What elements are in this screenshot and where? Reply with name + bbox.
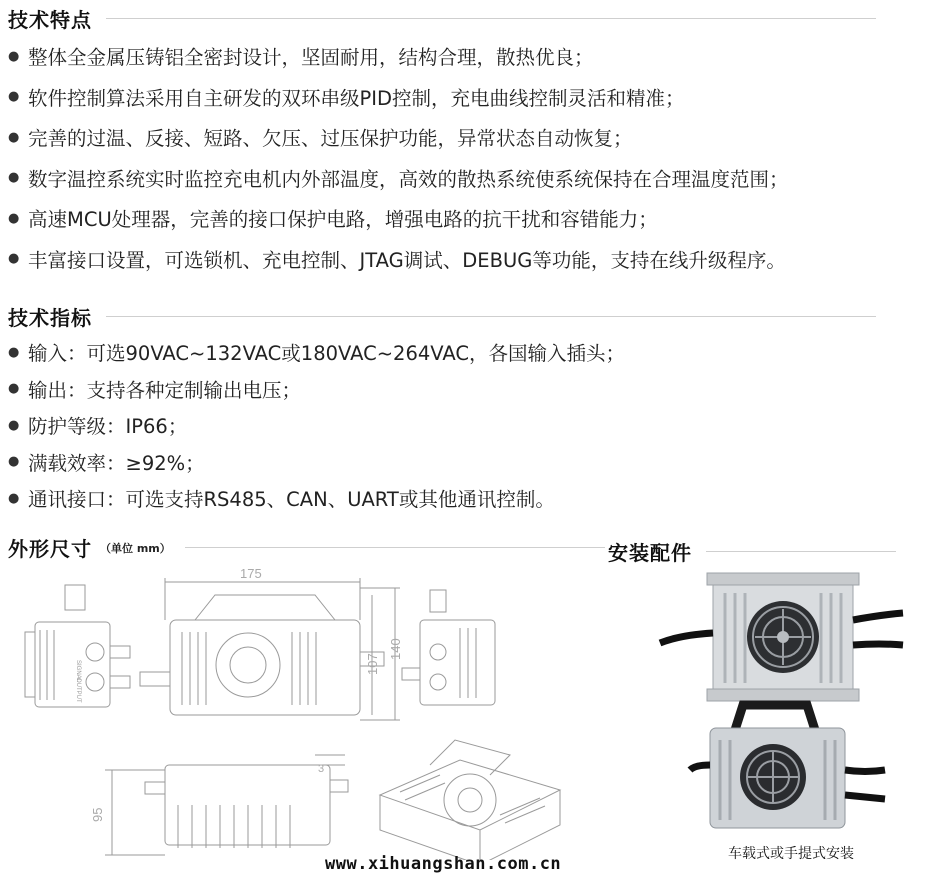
list-item (8, 480, 625, 517)
technical-drawings (0, 560, 600, 860)
list-item-text: 高速MCU处理器，完善的接口保护电路，增强电路的抗干扰和容错能力； (28, 208, 658, 232)
bullet-icon: ● (8, 210, 20, 226)
list-item (8, 334, 625, 371)
list-item-text: 完善的过温、反接、短路、欠压、过压保护功能，异常状态自动恢复； (28, 127, 633, 151)
features-title: 技术特点 (8, 8, 92, 32)
bullet-icon: ● (8, 129, 20, 145)
bullet-icon: ● (8, 48, 20, 64)
list-item-text: 通讯接口：可选支持RS485、CAN、UART或其他通讯控制。 (28, 488, 555, 512)
list-item (8, 36, 789, 77)
isometric-view (380, 740, 560, 860)
divider (185, 547, 605, 548)
dimensions-unit: （单位 mm） (100, 541, 171, 555)
dimension-depth-label: 95 (90, 807, 105, 822)
bullet-icon: ● (8, 251, 20, 267)
bullet-icon: ● (8, 381, 20, 397)
signal-label: SIGNAL (75, 660, 81, 683)
dimension-height-outer-label: 140 (388, 638, 403, 660)
side-view-left (25, 585, 130, 707)
top-view (140, 566, 403, 720)
dimension-small-label: 3 (318, 763, 325, 775)
list-item-text: 整体全金属压铸铝全密封设计，坚固耐用，结构合理，散热优良； (28, 46, 594, 70)
accessories-header (608, 537, 896, 566)
output-label: OUTPUT (75, 678, 81, 703)
watermark: www.xihuangshan.com.cn (325, 854, 562, 874)
list-item-text: 丰富接口设置，可选锁机、充电控制、JTAG调试、DEBUG等功能，支持在线升级程序。 (28, 248, 786, 272)
specs-list (8, 334, 625, 517)
dimension-width-label: 175 (240, 566, 262, 581)
list-item-text: 软件控制算法采用自主研发的双环串级PID控制，充电曲线控制灵活和精准； (28, 86, 685, 110)
divider (106, 18, 876, 19)
bullet-icon: ● (8, 344, 20, 360)
side-view-right (402, 590, 495, 705)
divider (706, 551, 896, 552)
specs-title: 技术指标 (8, 306, 92, 330)
list-item (8, 198, 789, 239)
bullet-icon: ● (8, 454, 20, 470)
bullet-icon: ● (8, 490, 20, 506)
mounted-charger-photo (660, 573, 903, 701)
divider (106, 316, 876, 317)
accessory-photos (655, 565, 905, 840)
list-item (8, 117, 789, 158)
list-item-text: 输入：可选90VAC~132VAC或180VAC~264VAC，各国输入插头； (28, 342, 625, 366)
list-item (8, 407, 625, 444)
dimensions-header (8, 533, 605, 562)
dimension-height-inner-label: 107 (365, 653, 380, 675)
list-item (8, 77, 789, 118)
list-item (8, 444, 625, 481)
list-item-text: 数字温控系统实时监控充电机内外部温度，高效的散热系统使系统保持在合理温度范围； (28, 167, 789, 191)
specs-header (8, 302, 876, 331)
list-item (8, 239, 789, 280)
list-item-text: 防护等级：IP66； (28, 415, 188, 439)
bullet-icon: ● (8, 89, 20, 105)
front-view (90, 755, 348, 855)
features-list (8, 36, 789, 279)
handheld-charger-photo (690, 705, 885, 828)
dimensions-title: 外形尺寸 (8, 537, 92, 561)
list-item (8, 371, 625, 408)
list-item (8, 158, 789, 199)
list-item-text: 输出：支持各种定制输出电压； (28, 378, 302, 402)
list-item-text: 满载效率：≥92%； (28, 451, 205, 475)
bullet-icon: ● (8, 170, 20, 186)
accessories-title: 安装配件 (608, 541, 692, 565)
bullet-icon: ● (8, 417, 20, 433)
features-header (8, 4, 876, 33)
accessories-caption: 车载式或手提式安装 (728, 846, 854, 862)
